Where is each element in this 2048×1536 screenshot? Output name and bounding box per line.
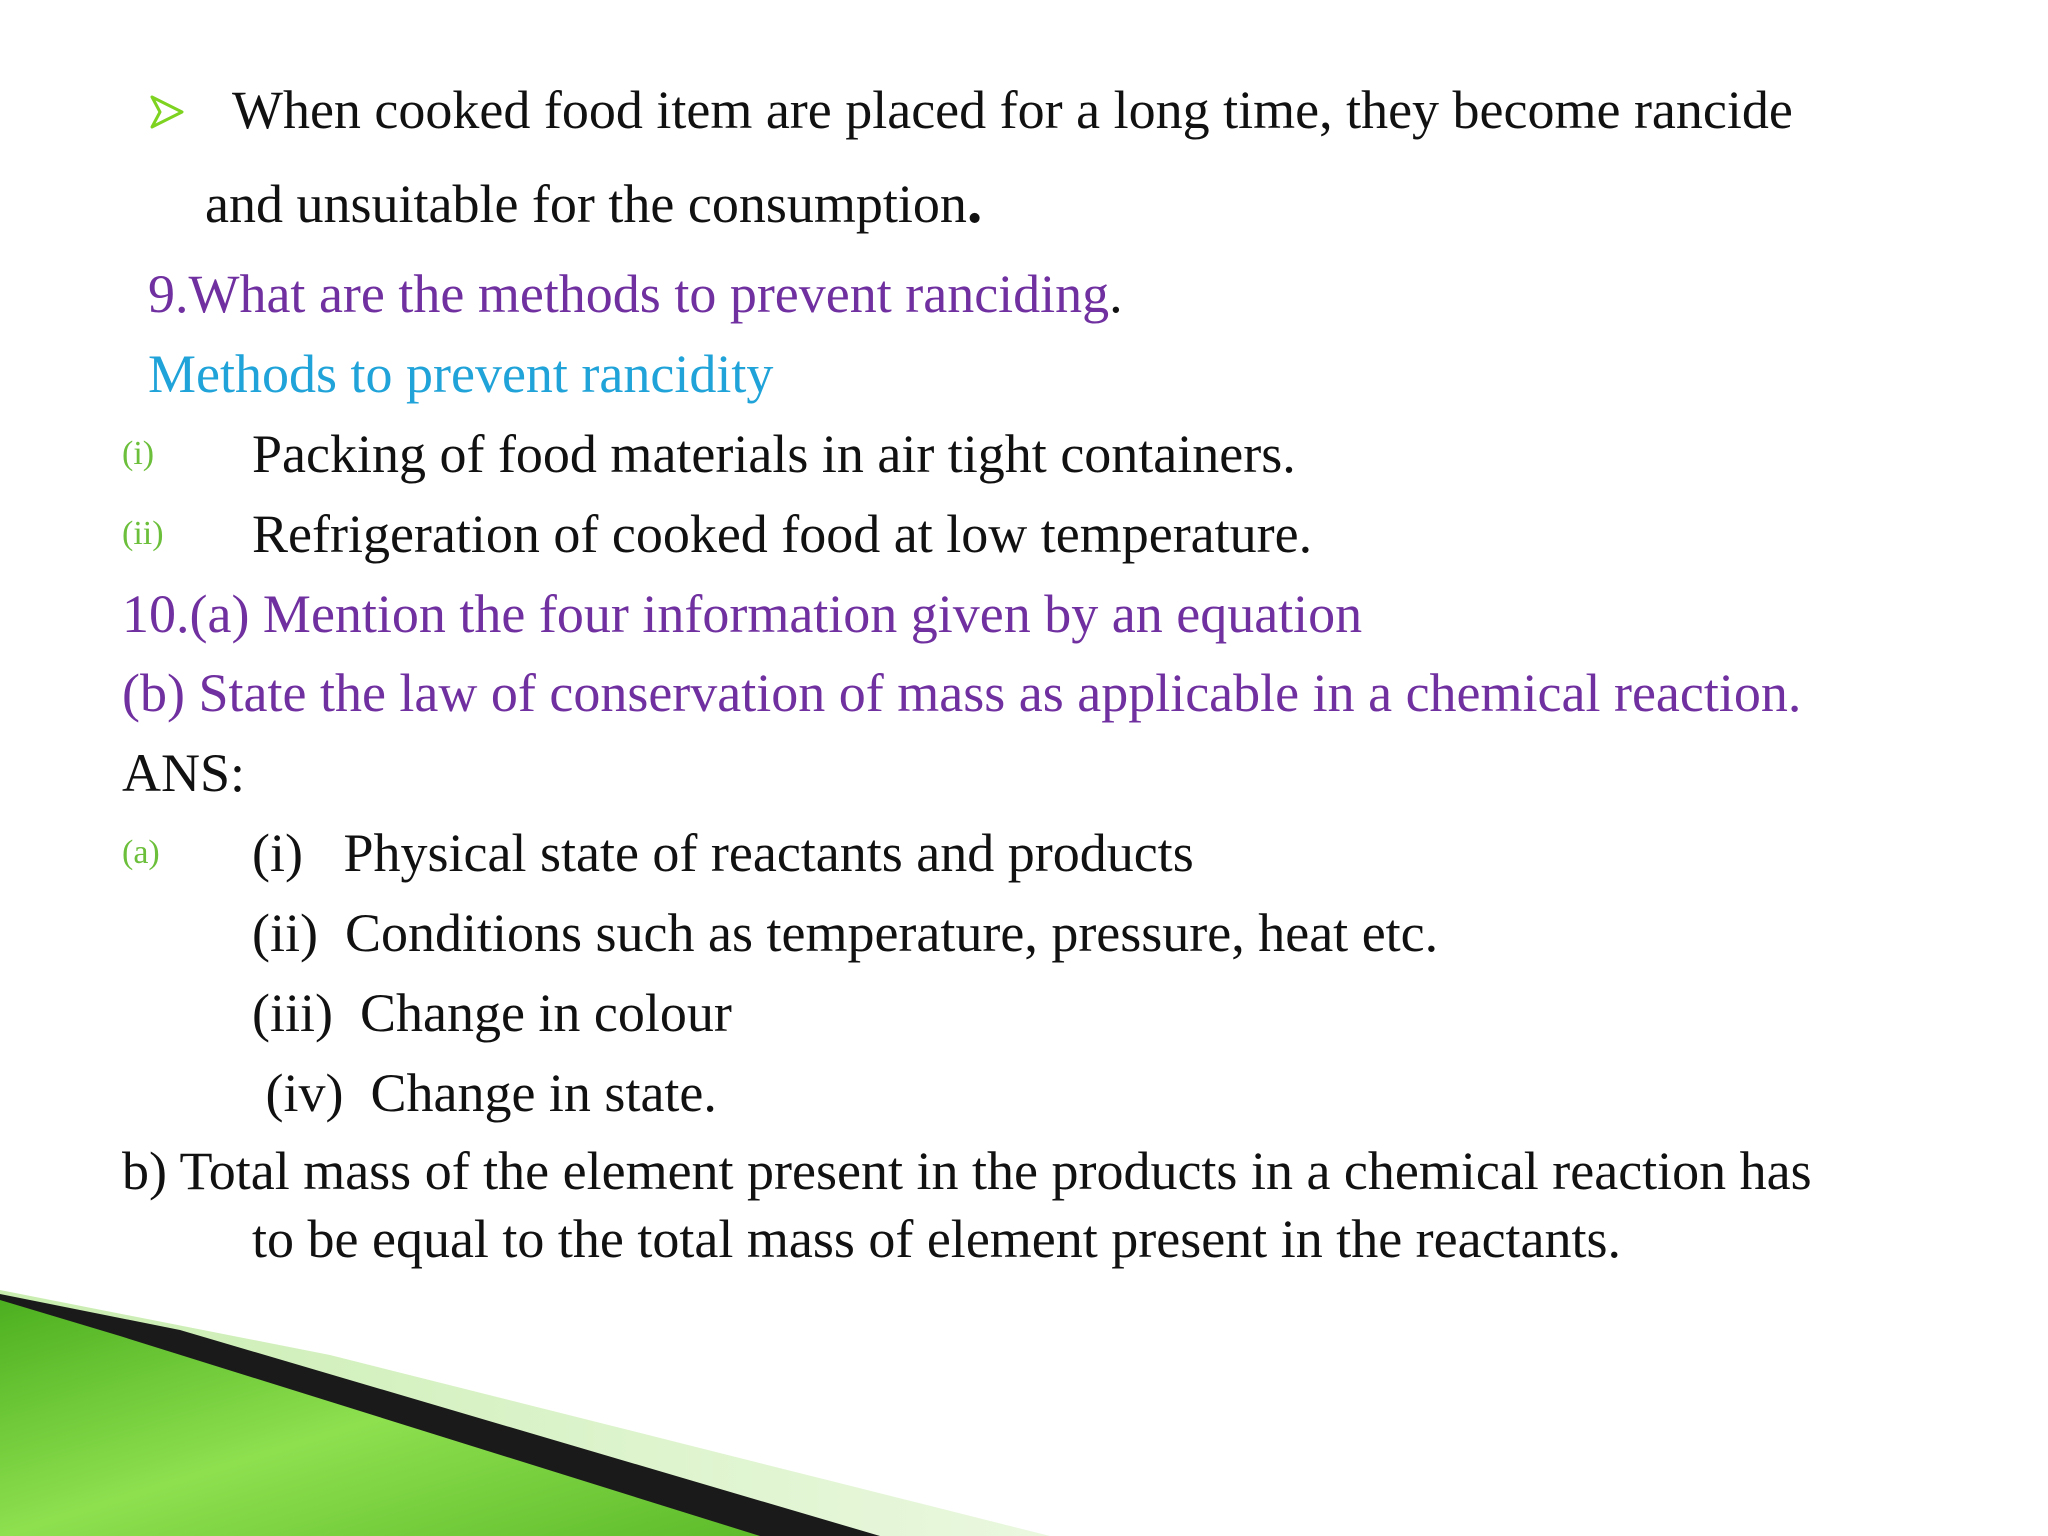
question-10b: (b) State the law of conservation of mass as applicable in a chemical reaction. (122, 663, 1802, 723)
list-marker-i: (i) (122, 435, 155, 472)
answer-b-line-1: b) Total mass of the element present in the products in a chemical reaction has (122, 1141, 1812, 1201)
methods-heading: Methods to prevent rancidity (148, 344, 774, 404)
question-9-text: 9.What are the methods to prevent ranciding (148, 264, 1110, 324)
answer-label: ANS: (122, 743, 246, 803)
bullet-line-1: When cooked food item are placed for a long time, they become rancide (232, 80, 1793, 140)
list-marker-ii: (ii) (122, 515, 164, 552)
method-item-1: Packing of food materials in air tight containers. (252, 424, 1296, 484)
answer-b-line-2: to be equal to the total mass of element present in the reactants. (252, 1209, 1622, 1269)
list-marker-a: (a) (122, 834, 160, 871)
answer-a-item-3: (iii) Change in colour (252, 983, 732, 1043)
answer-a-item-4: (iv) Change in state. (252, 1063, 717, 1123)
question-10-prefix: 10. (122, 584, 190, 644)
bullet-line-2-period: . (966, 168, 983, 236)
answer-a-item-2: (ii) Conditions such as temperature, pressure, heat etc. (252, 903, 1439, 963)
question-9-period: . (1109, 264, 1123, 324)
method-item-2: Refrigeration of cooked food at low temperature. (252, 504, 1313, 564)
bullet-line-2-text: and unsuitable for the consumption (205, 174, 967, 234)
answer-a-item-1: (i) Physical state of reactants and products (252, 823, 1194, 883)
question-10a-text: (a) Mention the four information given by an equation (189, 584, 1363, 644)
